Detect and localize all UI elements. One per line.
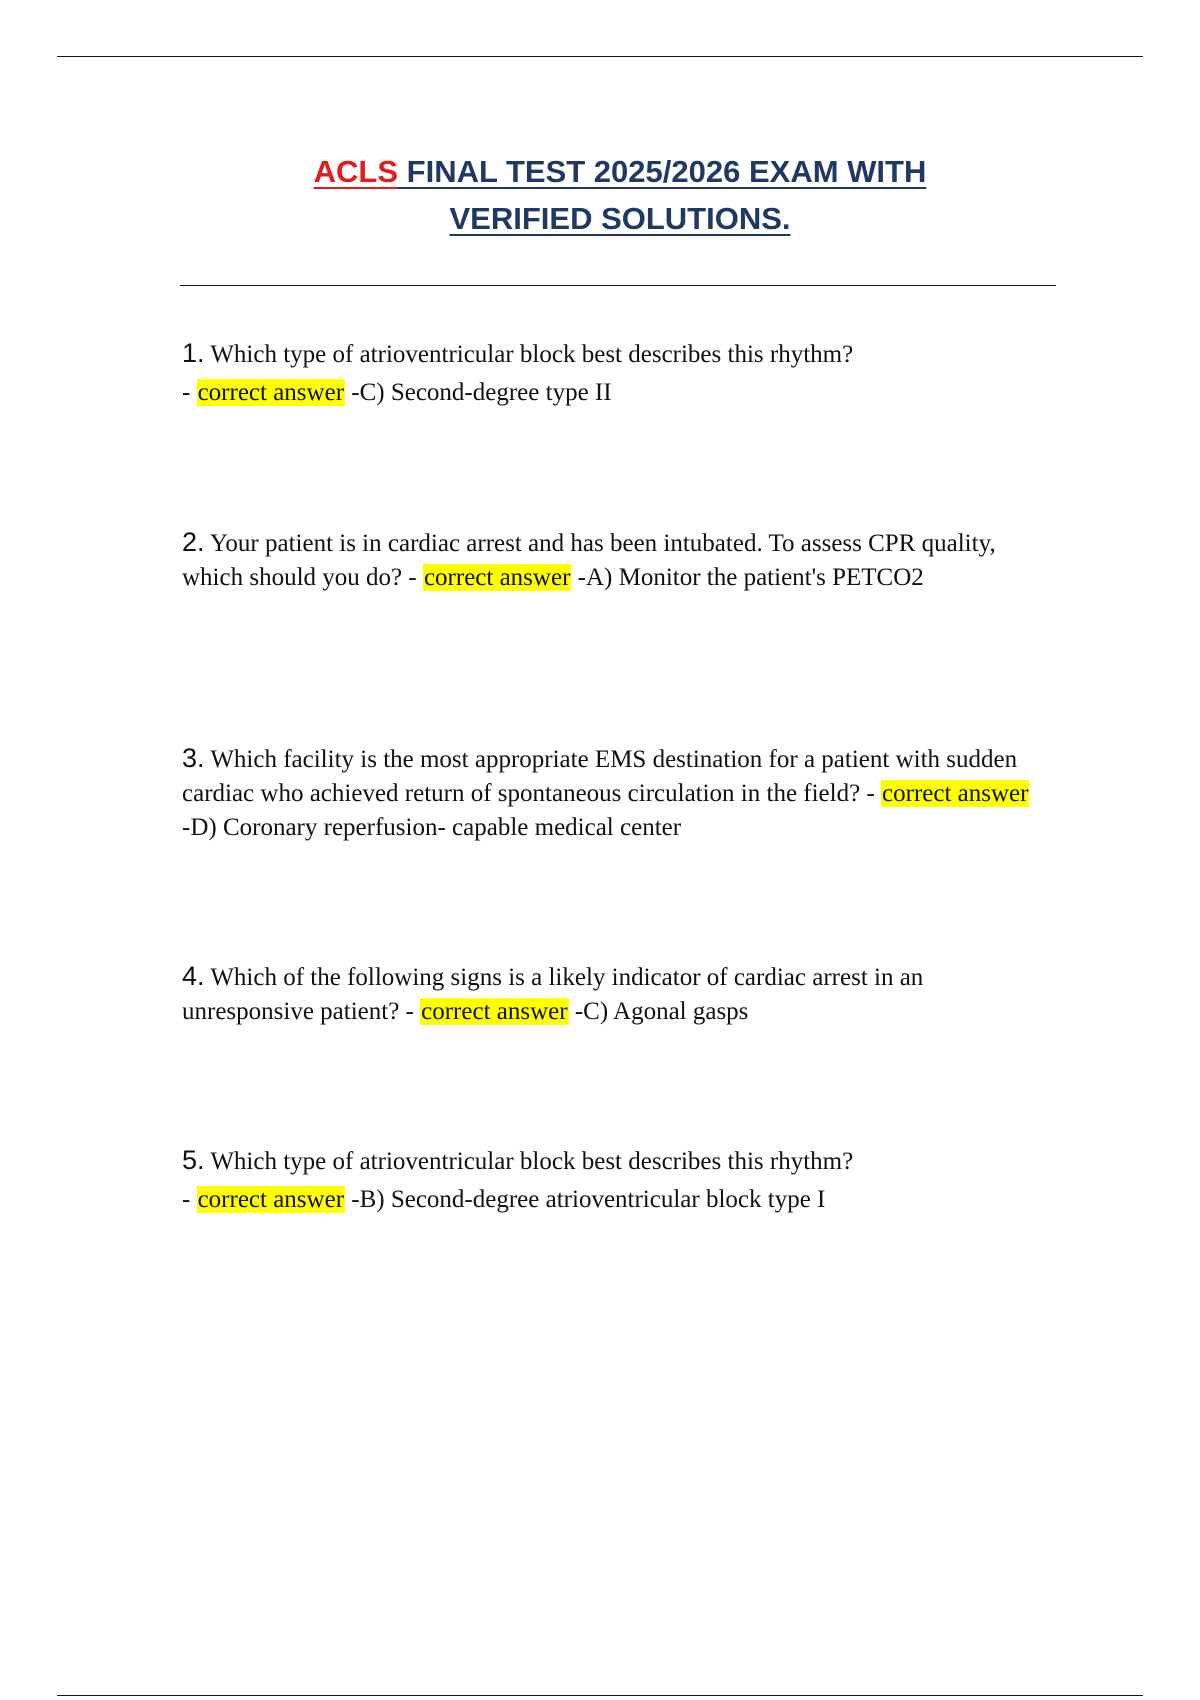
question-text: Which type of atrioventricular block best describes this rhythm? xyxy=(204,341,854,368)
question-number: 2. xyxy=(182,527,205,557)
title-line-2: VERIFIED SOLUTIONS. xyxy=(449,201,791,236)
question-5 xyxy=(182,1141,1032,1219)
question-2 xyxy=(182,525,1032,595)
answer-text: -D) Coronary reperfusion- capable medical center xyxy=(182,814,682,841)
question-number: 1. xyxy=(182,338,205,368)
correct-answer-highlight: correct answer xyxy=(197,1186,345,1213)
title-accent-word: ACLS xyxy=(313,154,399,189)
title-line-1: FINAL TEST 2025/2026 EXAM WITH xyxy=(398,154,927,189)
correct-answer-highlight: correct answer xyxy=(421,998,568,1025)
question-3 xyxy=(182,741,1032,845)
answer-prefix: - xyxy=(182,379,197,406)
question-1 xyxy=(182,334,1032,412)
question-number: 4. xyxy=(182,961,205,991)
correct-answer-highlight: correct answer xyxy=(882,780,1029,807)
question-4 xyxy=(182,959,1032,1029)
correct-answer-highlight: correct answer xyxy=(423,564,571,591)
question-text: Which of the following signs is a likely indicator of cardiac arrest in an unresponsive patient? - xyxy=(182,964,924,1025)
document-title xyxy=(160,148,1080,242)
answer-text: -C) Second-degree type II xyxy=(345,379,612,406)
correct-answer-highlight: correct answer xyxy=(197,379,345,406)
title-divider xyxy=(180,285,1056,286)
answer-text: -C) Agonal gasps xyxy=(568,998,749,1025)
answer-prefix: - xyxy=(182,1186,197,1213)
question-text: Which facility is the most appropriate EMS destination for a patient with sudden cardiac who achieved return of spontaneous circulation in the field? - xyxy=(182,746,1018,807)
answer-text: -A) Monitor the patient's PETCO2 xyxy=(571,564,924,591)
header-rule xyxy=(57,56,1143,57)
question-text: Your patient is in cardiac arrest and has been intubated. To assess CPR quality, which should you do? - xyxy=(182,530,996,591)
question-number: 3. xyxy=(182,743,205,773)
footer-rule xyxy=(57,1695,1143,1696)
question-text: Which type of atrioventricular block best describes this rhythm? xyxy=(204,1148,854,1175)
answer-text: -B) Second-degree atrioventricular block type I xyxy=(345,1186,826,1213)
question-number: 5. xyxy=(182,1145,205,1175)
